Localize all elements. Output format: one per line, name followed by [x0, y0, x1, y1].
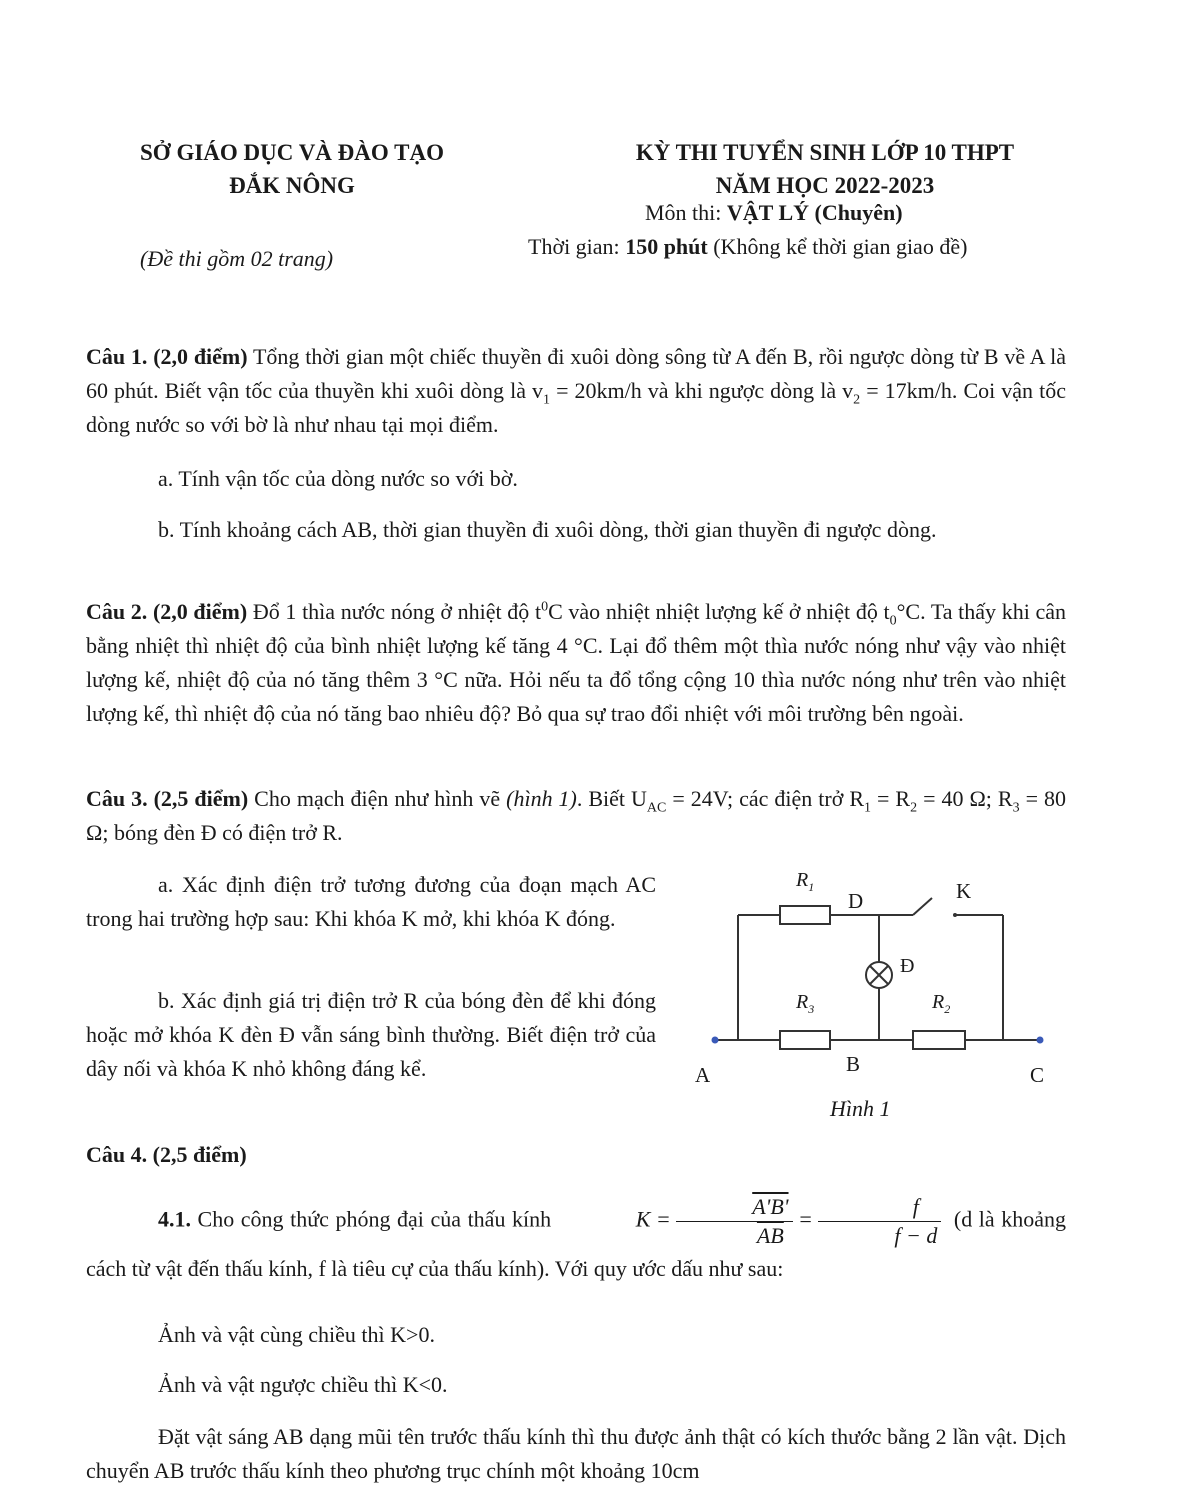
- question-3-title: Câu 3. (2,5 điểm): [86, 786, 249, 811]
- circuit-diagram: [680, 858, 1080, 1128]
- node-a: [712, 1037, 719, 1044]
- resistor-r1: [780, 906, 830, 924]
- label-r1: $R_1$: [796, 869, 815, 894]
- exam-subject: Môn thi: VẬT LÝ (Chuyên): [645, 200, 903, 225]
- question-1: Câu 1. (2,0 điểm) Tổng thời gian một chiếc thuyền đi xuôi dòng sông từ A đến B, rồi ngược dòng từ B về A là 60 phút. Biết vận tốc của thuyền khi xuôi dòng là $v_1 = 20km/h$ và khi ngược dòng là $v_2 = 17km/h$. Coi vận tốc dòng nước so với bờ là như nhau tại mọi điểm.: [86, 344, 1067, 437]
- sign-rule-same: Ảnh và vật cùng chiều thì K>0.: [158, 1322, 435, 1347]
- question-4-1-setup: Đặt vật sáng AB dạng mũi tên trước thấu kính thì thu được ảnh thật có kích thước bằng 2 lần vật. Dịch chuyển AB trước thấu kính theo phương trục chính một khoảng 10cm: [86, 1424, 1066, 1483]
- question-2-title: Câu 2. (2,0 điểm): [86, 599, 248, 624]
- switch-k-contact: [953, 913, 957, 917]
- label-k: K: [956, 879, 972, 903]
- question-1-part-a: a. Tính vận tốc của dòng nước so với bờ.: [158, 466, 518, 491]
- label-lamp: Đ: [900, 955, 915, 977]
- pages-note: (Đề thi gồm 02 trang): [140, 246, 334, 271]
- question-4-1-label: 4.1.: [158, 1206, 191, 1232]
- department-name: SỞ GIÁO DỤC VÀ ĐÀO TẠO: [140, 140, 444, 165]
- exam-title: KỲ THI TUYỂN SINH LỚP 10 THPT: [635, 140, 1015, 165]
- question-4-title: Câu 4. (2,5 điểm): [86, 1142, 247, 1167]
- exam-header: [560, 136, 1090, 202]
- figure-caption: Hình 1: [830, 1096, 891, 1121]
- question-3-part-a: a. Xác định điện trở tương đương của đoạn mạch AC trong hai trường hợp sau: Khi khóa K mở, khi khóa K đóng.: [86, 872, 656, 931]
- label-a: A: [695, 1063, 711, 1087]
- question-1-title: Câu 1. (2,0 điểm): [86, 344, 248, 369]
- province-name: ĐẮK NÔNG: [229, 173, 355, 198]
- label-r2: $R_2$: [932, 991, 951, 1016]
- magnification-formula: K = $\frac{A'B'}{AB}$ = $\frac{f}{f - d}$: [564, 1193, 942, 1250]
- question-3-part-b: b. Xác định giá trị điện trở R của bóng đèn để khi đóng hoặc mở khóa K đèn Đ vẫn sáng bình thường. Biết điện trở của dây nối và khóa K nhỏ không đáng kể.: [86, 988, 656, 1081]
- lamp-icon: [866, 962, 892, 988]
- label-r3: $R_3$: [796, 991, 815, 1016]
- question-1-part-b: b. Tính khoảng cách AB, thời gian thuyền đi xuôi dòng, thời gian thuyền đi ngược dòng.: [158, 517, 937, 542]
- question-2: Câu 2. (2,0 điểm) Đổ 1 thìa nước nóng ở nhiệt độ $t^0C$ vào nhiệt nhiệt lượng kế ở nhiệt độ $t_0^\circ C$. Ta thấy khi cân bằng nhiệt thì nhiệt độ của bình nhiệt lượng kế tăng 4 °C. Lại đổ thêm một thìa nước nóng như vậy vào nhiệt lượng kế, nhiệt độ của nó tăng thêm 3 °C nữa. Hỏi nếu ta đổ tổng cộng 10 thìa nước nóng như trên vào nhiệt lượng kế, thì nhiệt độ của nó tăng bao nhiêu độ? Bỏ qua sự trao đổi nhiệt với môi trường bên ngoài.: [86, 599, 1067, 726]
- resistor-r3: [780, 1031, 830, 1049]
- department-header: [86, 136, 498, 202]
- question-4-1: 4.1. Cho công thức phóng đại của thấu kính K = $\frac{A'B'}{AB}$ = $\frac{f}{f - d}$ (d là khoảng cách từ vật đến thấu kính, f là tiêu cự của thấu kính). Với quy ước dấu như sau:: [86, 1194, 1066, 1281]
- label-d: D: [848, 889, 864, 913]
- question-3: Câu 3. (2,5 điểm) Cho mạch điện như hình vẽ (hình 1). Biết $U_{AC} = 24V$; các điện trở $R_1 = R_2 = 40$ Ω; $R_3 = 80$ Ω; bóng đèn Đ có điện trở R.: [86, 786, 1066, 845]
- node-c: [1037, 1037, 1044, 1044]
- school-year: NĂM HỌC 2022-2023: [715, 173, 935, 198]
- label-b: B: [846, 1052, 861, 1076]
- resistor-r2: [913, 1031, 965, 1049]
- exam-duration: Thời gian: 150 phút (Không kể thời gian giao đề): [528, 234, 968, 259]
- label-c: C: [1030, 1063, 1045, 1087]
- sign-rule-opposite: Ảnh và vật ngược chiều thì K<0.: [158, 1372, 448, 1397]
